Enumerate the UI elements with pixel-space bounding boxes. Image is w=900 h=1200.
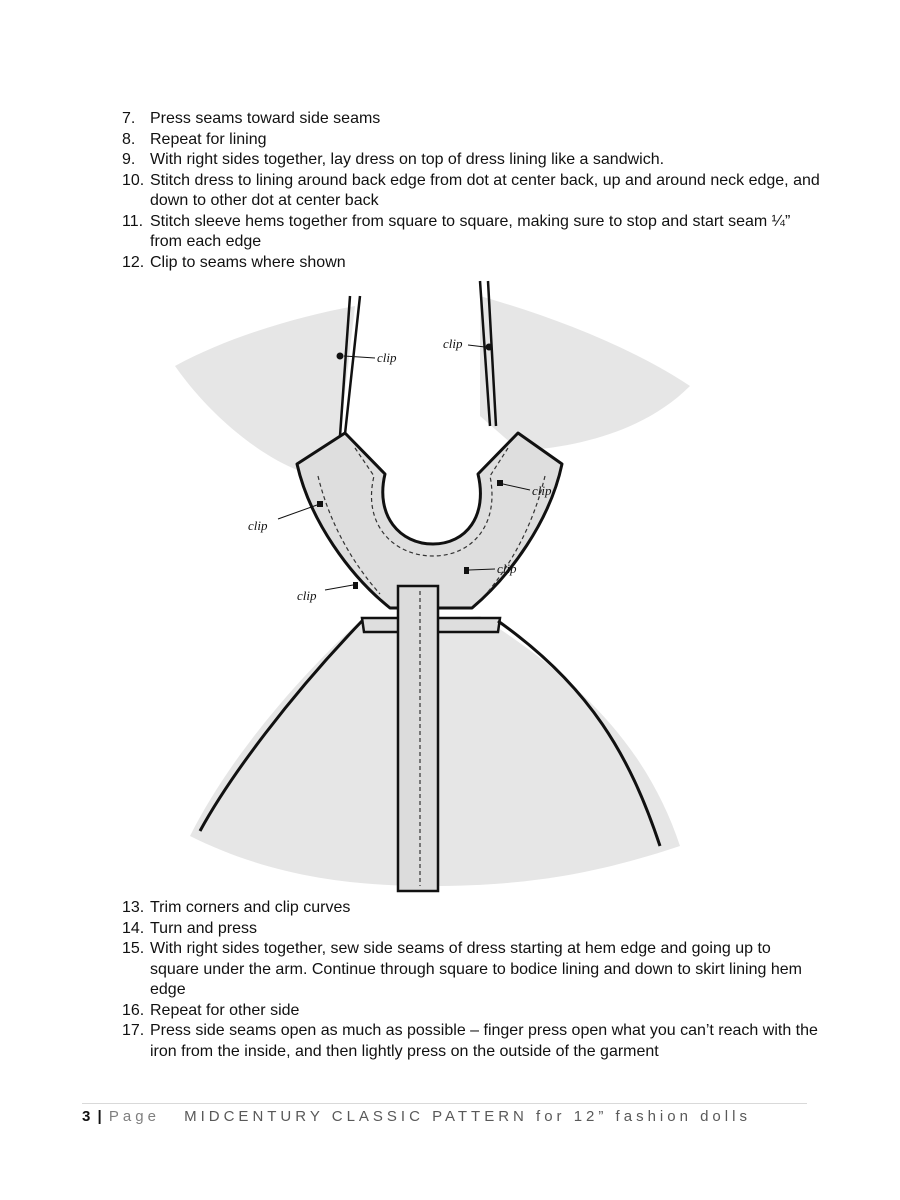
clip-label: clip	[377, 350, 397, 365]
clip-mark-left-armhole	[317, 501, 323, 507]
step-number: 7.	[122, 110, 136, 127]
step-number: 12.	[122, 253, 145, 271]
step-number: 17.	[122, 1022, 145, 1039]
sleeve-shading-right	[480, 296, 690, 451]
step-text: Trim corners and clip curves	[150, 899, 351, 916]
step-16	[122, 1001, 822, 1022]
step-13	[122, 898, 822, 919]
step-text: Stitch sleeve hems together from square to square, making sure to stop and start seam ¼” from each edge	[150, 212, 791, 250]
document-title: MIDCENTURY CLASSIC PATTERN for 12” fashion dolls	[184, 1108, 751, 1125]
page-footer	[82, 1103, 807, 1125]
clip-label: clip	[443, 336, 463, 351]
step-15	[122, 939, 822, 1001]
step-number: 13.	[122, 899, 145, 916]
clip-label: clip	[297, 588, 317, 603]
clip-mark-right-armhole	[497, 480, 503, 486]
step-text: Turn and press	[150, 919, 258, 937]
step-8	[122, 130, 822, 151]
step-number: 15.	[122, 940, 145, 957]
step-number: 11.	[122, 212, 144, 230]
step-10	[122, 171, 822, 212]
step-text: With right sides together, sew side seams of dress starting at hem edge and going up to square under the arm. Continue through square to bodice lining and down to skirt lining hem edge	[150, 940, 802, 998]
step-text: Press seams toward side seams	[150, 110, 381, 127]
clip-leader	[325, 585, 353, 590]
instruction-list-top	[122, 109, 822, 273]
step-text: Repeat for lining	[150, 130, 267, 148]
page-number: 3	[82, 1108, 91, 1125]
clip-dot-top-right	[486, 344, 493, 351]
step-text: Repeat for other side	[150, 1001, 300, 1019]
page-label: Page	[108, 1108, 160, 1125]
clip-label: clip	[497, 561, 517, 576]
clip-leader	[278, 505, 317, 519]
step-number: 10.	[122, 171, 145, 189]
step-11	[122, 212, 822, 253]
step-7	[122, 109, 822, 130]
step-number: 9.	[122, 151, 136, 168]
step-12	[122, 253, 822, 274]
step-9	[122, 150, 822, 171]
clip-mark-left-waist	[353, 582, 358, 589]
step-14	[122, 919, 822, 940]
dress-clip-diagram	[150, 276, 740, 896]
footer-separator: |	[97, 1108, 102, 1125]
clip-label: clip	[248, 518, 268, 533]
center-back-panel	[398, 586, 438, 891]
clip-dot-top-left	[337, 353, 344, 360]
step-number: 8.	[122, 130, 136, 148]
step-text: Press side seams open as much as possible – finger press open what you can’t reach with the iron from the inside, and then lightly press on the outside of the garment	[150, 1022, 818, 1060]
bodice	[297, 433, 562, 608]
clip-label: clip	[532, 483, 552, 498]
step-number: 14.	[122, 919, 145, 937]
step-text: Clip to seams where shown	[150, 253, 346, 271]
clip-mark-right-waist	[464, 567, 469, 574]
step-text: Stitch dress to lining around back edge from dot at center back, up and around neck edge, and down to other dot at center back	[150, 171, 820, 209]
step-number: 16.	[122, 1001, 145, 1019]
step-17	[122, 1021, 822, 1062]
instruction-list-bottom	[122, 898, 822, 1062]
step-text: With right sides together, lay dress on top of dress lining like a sandwich.	[150, 151, 665, 168]
